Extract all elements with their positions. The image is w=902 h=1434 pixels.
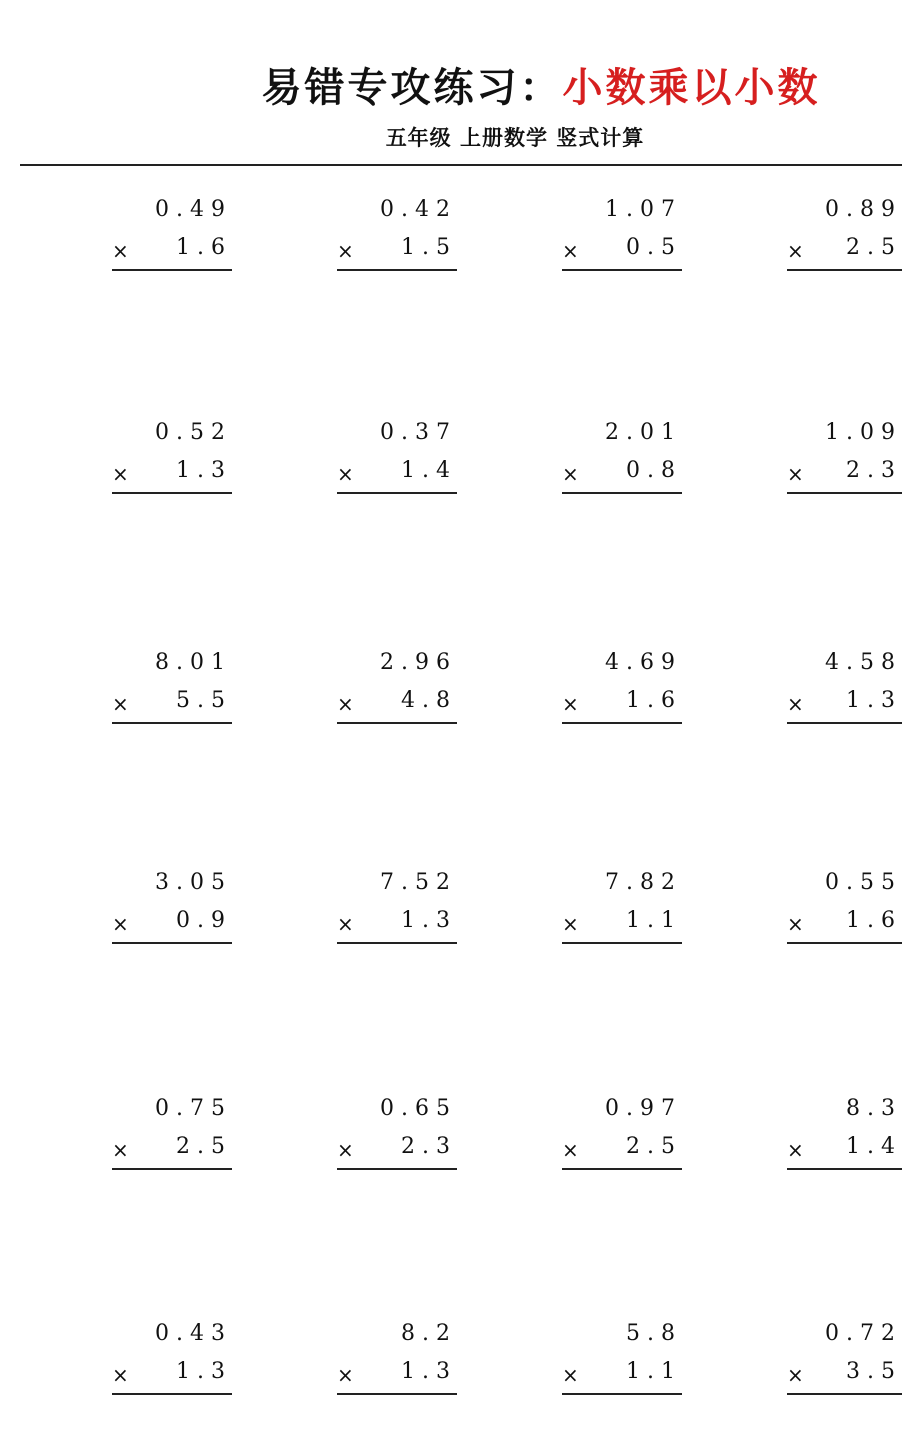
multiplier: 1.4 — [401, 458, 457, 483]
multiplicand: 0.52 — [155, 420, 232, 445]
problem-r2-c3 — [562, 418, 682, 498]
times-sign: × — [337, 692, 354, 716]
multiplier: 1.6 — [176, 235, 232, 260]
problem-r2-c1 — [112, 418, 232, 498]
answer-line — [112, 1393, 232, 1395]
multiplicand: 0.72 — [825, 1321, 902, 1346]
multiplicand: 1.09 — [825, 420, 902, 445]
multiplicand: 0.49 — [155, 197, 232, 222]
times-sign: × — [112, 1138, 129, 1162]
times-sign: × — [112, 1363, 129, 1387]
multiplicand: 7.52 — [380, 870, 457, 895]
times-sign: × — [787, 1363, 804, 1387]
multiplicand: 8.01 — [155, 650, 232, 675]
problem-r3-c1 — [112, 648, 232, 728]
multiplicand: 0.75 — [155, 1096, 232, 1121]
multiplicand: 8.2 — [401, 1321, 457, 1346]
multiplicand: 1.07 — [605, 197, 682, 222]
problem-r1-c4 — [787, 195, 902, 275]
problem-r6-c3 — [562, 1319, 682, 1399]
times-sign: × — [337, 239, 354, 263]
problem-r5-c2 — [337, 1094, 457, 1174]
multiplicand: 8.3 — [846, 1096, 902, 1121]
multiplier: 1.3 — [401, 1359, 457, 1384]
answer-line — [787, 1168, 902, 1170]
times-sign: × — [787, 462, 804, 486]
multiplier: 0.5 — [626, 235, 682, 260]
problem-r2-c2 — [337, 418, 457, 498]
times-sign: × — [562, 692, 579, 716]
problem-r6-c1 — [112, 1319, 232, 1399]
multiplicand: 0.42 — [380, 197, 457, 222]
problem-r5-c4 — [787, 1094, 902, 1174]
page-title — [0, 56, 902, 112]
multiplier: 2.5 — [176, 1134, 232, 1159]
times-sign: × — [787, 1138, 804, 1162]
answer-line — [337, 942, 457, 944]
problem-r6-c4 — [787, 1319, 902, 1399]
times-sign: × — [112, 692, 129, 716]
times-sign: × — [337, 462, 354, 486]
multiplier: 1.6 — [846, 908, 902, 933]
times-sign: × — [337, 912, 354, 936]
answer-line — [337, 1168, 457, 1170]
problem-r4-c4 — [787, 868, 902, 948]
times-sign: × — [787, 692, 804, 716]
times-sign: × — [337, 1363, 354, 1387]
answer-line — [337, 269, 457, 271]
multiplicand: 0.43 — [155, 1321, 232, 1346]
multiplier: 2.5 — [846, 235, 902, 260]
answer-line — [562, 269, 682, 271]
multiplier: 4.8 — [401, 688, 457, 713]
times-sign: × — [787, 912, 804, 936]
answer-line — [112, 269, 232, 271]
problem-r3-c4 — [787, 648, 902, 728]
times-sign: × — [562, 462, 579, 486]
multiplier: 5.5 — [176, 688, 232, 713]
multiplier: 1.6 — [626, 688, 682, 713]
answer-line — [112, 942, 232, 944]
answer-line — [787, 1393, 902, 1395]
problem-r4-c1 — [112, 868, 232, 948]
times-sign: × — [562, 1138, 579, 1162]
problem-r3-c3 — [562, 648, 682, 728]
problem-r2-c4 — [787, 418, 902, 498]
multiplicand: 3.05 — [155, 870, 232, 895]
answer-line — [787, 722, 902, 724]
multiplier: 2.5 — [626, 1134, 682, 1159]
problem-r1-c1 — [112, 195, 232, 275]
multiplicand: 0.55 — [825, 870, 902, 895]
multiplier: 1.3 — [846, 688, 902, 713]
answer-line — [562, 722, 682, 724]
multiplier: 1.5 — [401, 235, 457, 260]
multiplier: 1.1 — [626, 1359, 682, 1384]
answer-line — [562, 1393, 682, 1395]
problem-r1-c2 — [337, 195, 457, 275]
times-sign: × — [112, 912, 129, 936]
multiplicand: 5.8 — [626, 1321, 682, 1346]
answer-line — [337, 492, 457, 494]
page-subtitle: 五年级 上册数学 竖式计算 — [385, 126, 645, 150]
answer-line — [787, 269, 902, 271]
multiplier: 1.3 — [176, 1359, 232, 1384]
multiplicand: 2.01 — [605, 420, 682, 445]
answer-line — [562, 492, 682, 494]
multiplier: 1.4 — [846, 1134, 902, 1159]
multiplier: 1.3 — [401, 908, 457, 933]
multiplicand: 4.58 — [825, 650, 902, 675]
multiplier: 0.8 — [626, 458, 682, 483]
multiplicand: 0.97 — [605, 1096, 682, 1121]
times-sign: × — [112, 462, 129, 486]
problem-r6-c2 — [337, 1319, 457, 1399]
multiplier: 1.1 — [626, 908, 682, 933]
answer-line — [337, 722, 457, 724]
multiplier: 2.3 — [846, 458, 902, 483]
times-sign: × — [562, 912, 579, 936]
problem-r5-c1 — [112, 1094, 232, 1174]
times-sign: × — [787, 239, 804, 263]
multiplicand: 0.37 — [380, 420, 457, 445]
multiplicand: 0.65 — [380, 1096, 457, 1121]
multiplicand: 0.89 — [825, 197, 902, 222]
multiplicand: 2.96 — [380, 650, 457, 675]
problem-r3-c2 — [337, 648, 457, 728]
answer-line — [787, 942, 902, 944]
problem-r4-c2 — [337, 868, 457, 948]
times-sign: × — [562, 239, 579, 263]
answer-line — [787, 492, 902, 494]
answer-line — [112, 722, 232, 724]
times-sign: × — [112, 239, 129, 263]
problem-r5-c3 — [562, 1094, 682, 1174]
times-sign: × — [337, 1138, 354, 1162]
problem-r1-c3 — [562, 195, 682, 275]
times-sign: × — [562, 1363, 579, 1387]
answer-line — [562, 1168, 682, 1170]
header-divider — [20, 164, 902, 166]
answer-line — [337, 1393, 457, 1395]
multiplicand: 7.82 — [605, 870, 682, 895]
answer-line — [112, 1168, 232, 1170]
title-prefix: 易错专攻练习： — [261, 63, 563, 111]
title-highlight: 小数乘以小数 — [562, 63, 821, 111]
multiplier: 1.3 — [176, 458, 232, 483]
multiplier: 0.9 — [176, 908, 232, 933]
answer-line — [562, 942, 682, 944]
multiplier: 3.5 — [846, 1359, 902, 1384]
multiplicand: 4.69 — [605, 650, 682, 675]
multiplier: 2.3 — [401, 1134, 457, 1159]
answer-line — [112, 492, 232, 494]
problem-r4-c3 — [562, 868, 682, 948]
